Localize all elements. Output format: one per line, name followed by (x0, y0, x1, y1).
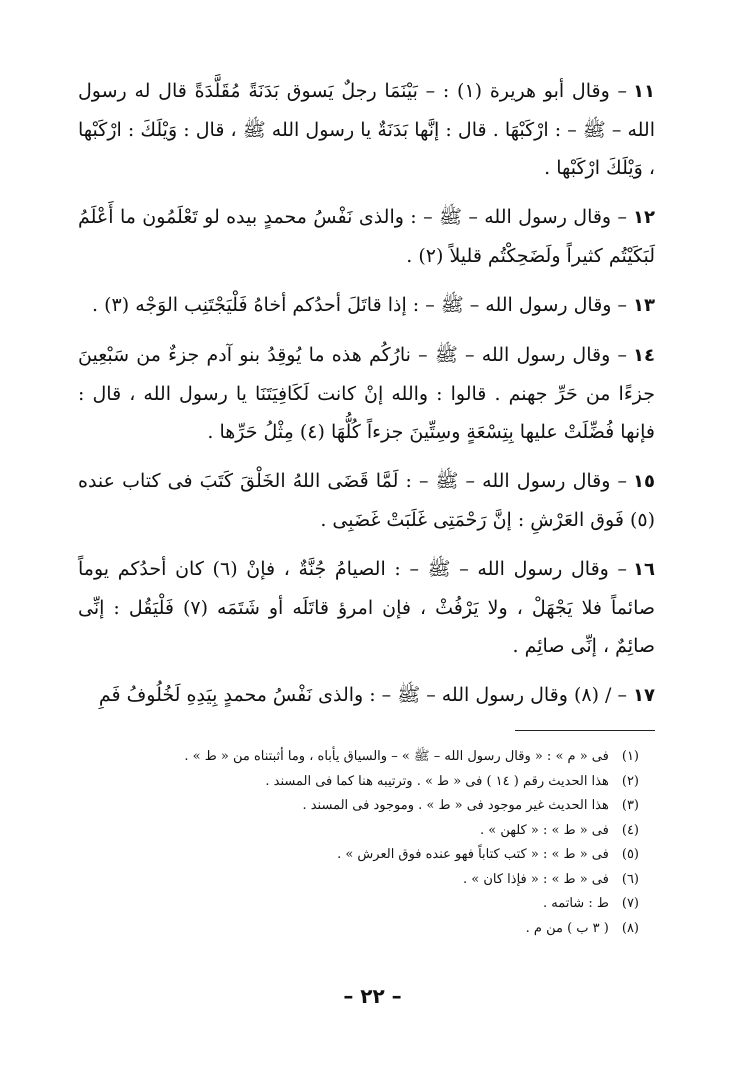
hadith-15 (78, 462, 655, 539)
footnote-text: ( ٣ ب ) من م . (525, 920, 609, 936)
footnote-number: (٤) (621, 822, 639, 838)
hadith-text: – وقال رسول الله – ﷺ – : إذا قاتَلَ أحدُكم أخاهُ فَلْيَجْتَنِب الوَجْه (٣) . (92, 294, 628, 316)
hadith-list (78, 72, 655, 726)
footnote-item (100, 892, 639, 917)
hadith-number: ١٥ (633, 471, 655, 492)
footnote-number: (٥) (621, 847, 639, 862)
hadith-text: – وقال رسول الله – ﷺ – : لَمَّا قَضَى اللهُ الخَلْقَ كَتَبَ فى كتاب عنده (٥) فَوق العَرْشِ : إنَّ رَحْمَتِى غَلَبَتْ غَضَبِى . (78, 470, 655, 531)
hadith-11 (78, 72, 655, 187)
hadith-17 (78, 676, 655, 715)
footnote-text: فى « ط » : « كتب كتاباً فهو عنده فوق العرش » . (337, 847, 609, 862)
hadith-number: ١٤ (633, 345, 655, 366)
footnote-number: (٧) (621, 896, 639, 911)
footnotes (100, 745, 639, 941)
hadith-12 (78, 198, 655, 275)
hadith-text: – وقال رسول الله – ﷺ – نارُكُم هذه ما يُوقِدُ بنو آدم جزءٌ من سَبْعِينَ جزءًا من حَرِّ جهنم . قالوا : والله إنْ كانت لَكَافِيَتَنَا يا رسول الله ، قال : فإنها فُضِّلَتْ عليها بِتِسْعَةٍ وسِتِّينَ جزءاً كُلُّهَا (٤) مِثْلُ حَرِّها . (78, 344, 655, 443)
footnote-text: فى « ط » : « فإذا كان » . (462, 871, 609, 887)
footnote-item (100, 868, 639, 893)
footnote-item (100, 917, 639, 942)
hadith-13 (78, 286, 655, 325)
footnote-number: (٢) (621, 773, 639, 789)
page-number: – ٢٢ – (343, 984, 402, 1008)
hadith-number: ١٢ (633, 207, 655, 228)
hadith-number: ١٧ (633, 685, 655, 706)
hadith-text: – وقال رسول الله – ﷺ – : والذى نَفْسُ محمدٍ بيده لو تَعْلَمُون ما أَعْلَمُ لَبَكَيْتُم كثيراً ولَضَحِكْتُم قليلاً (٢) . (78, 206, 655, 267)
hadith-number: ١٣ (633, 295, 655, 316)
hadith-14 (78, 336, 655, 451)
footnote-separator (515, 730, 655, 731)
footnote-item (100, 843, 639, 868)
footnote-text: فى « ط » : « كلهن » . (480, 822, 609, 838)
footnote-item (100, 770, 639, 795)
hadith-number: ١١ (633, 81, 655, 102)
footnote-number: (٨) (621, 920, 639, 936)
hadith-text: – / (٨) وقال رسول الله – ﷺ – : والذى نَفْسُ محمدٍ بِيَدِهِ لَخُلُوفُ فَمِ (98, 684, 628, 706)
footnote-item (100, 794, 639, 819)
hadith-text: – وقال رسول الله – ﷺ – : الصيامُ جُنَّةٌ ، فإنْ (٦) كان أحدُكم يوماً صائماً فلا يَجْهَلْ ، ولا يَرْفُثْ ، فإن امرؤ قاتَلَه أو شَتَمَه (٧) فَلْيَقُل : إنِّى صائِمٌ ، إنِّى صائِم . (78, 558, 655, 657)
footnote-item (100, 745, 639, 770)
footnote-text: هذا الحديث غير موجود فى « ط » . وموجود فى المسند . (302, 798, 609, 813)
footnote-number: (٦) (621, 871, 639, 887)
footnote-number: (١) (621, 749, 639, 764)
hadith-number: ١٦ (633, 559, 656, 580)
footnote-text: هذا الحديث رقم ( ١٤ ) فى « ط » . وترتيبه هنا كما فى المسند . (265, 773, 609, 789)
footnote-text: فى « م » : « وقال رسول الله – ﷺ » – والسياق يأباه ، وما أثبتناه من « ط » . (184, 749, 609, 764)
hadith-text: – وقال أبو هريرة (١) : – بَيْنَمَا رجلٌ يَسوق بَدَنَةً مُقَلَّدَةً قال له رسول الله – ﷺ – : ارْكَبْهَا . قال : إنَّها بَدَنَةٌ يا رسول الله ﷺ ، قال : وَيْلَكَ : ارْكَبْها ، وَيْلَكَ ارْكَبْها . (78, 80, 655, 179)
footnote-item (100, 819, 639, 844)
footnote-number: (٣) (621, 798, 639, 813)
hadith-16 (78, 550, 655, 665)
footnote-text: ط : شاتمه . (542, 896, 609, 911)
